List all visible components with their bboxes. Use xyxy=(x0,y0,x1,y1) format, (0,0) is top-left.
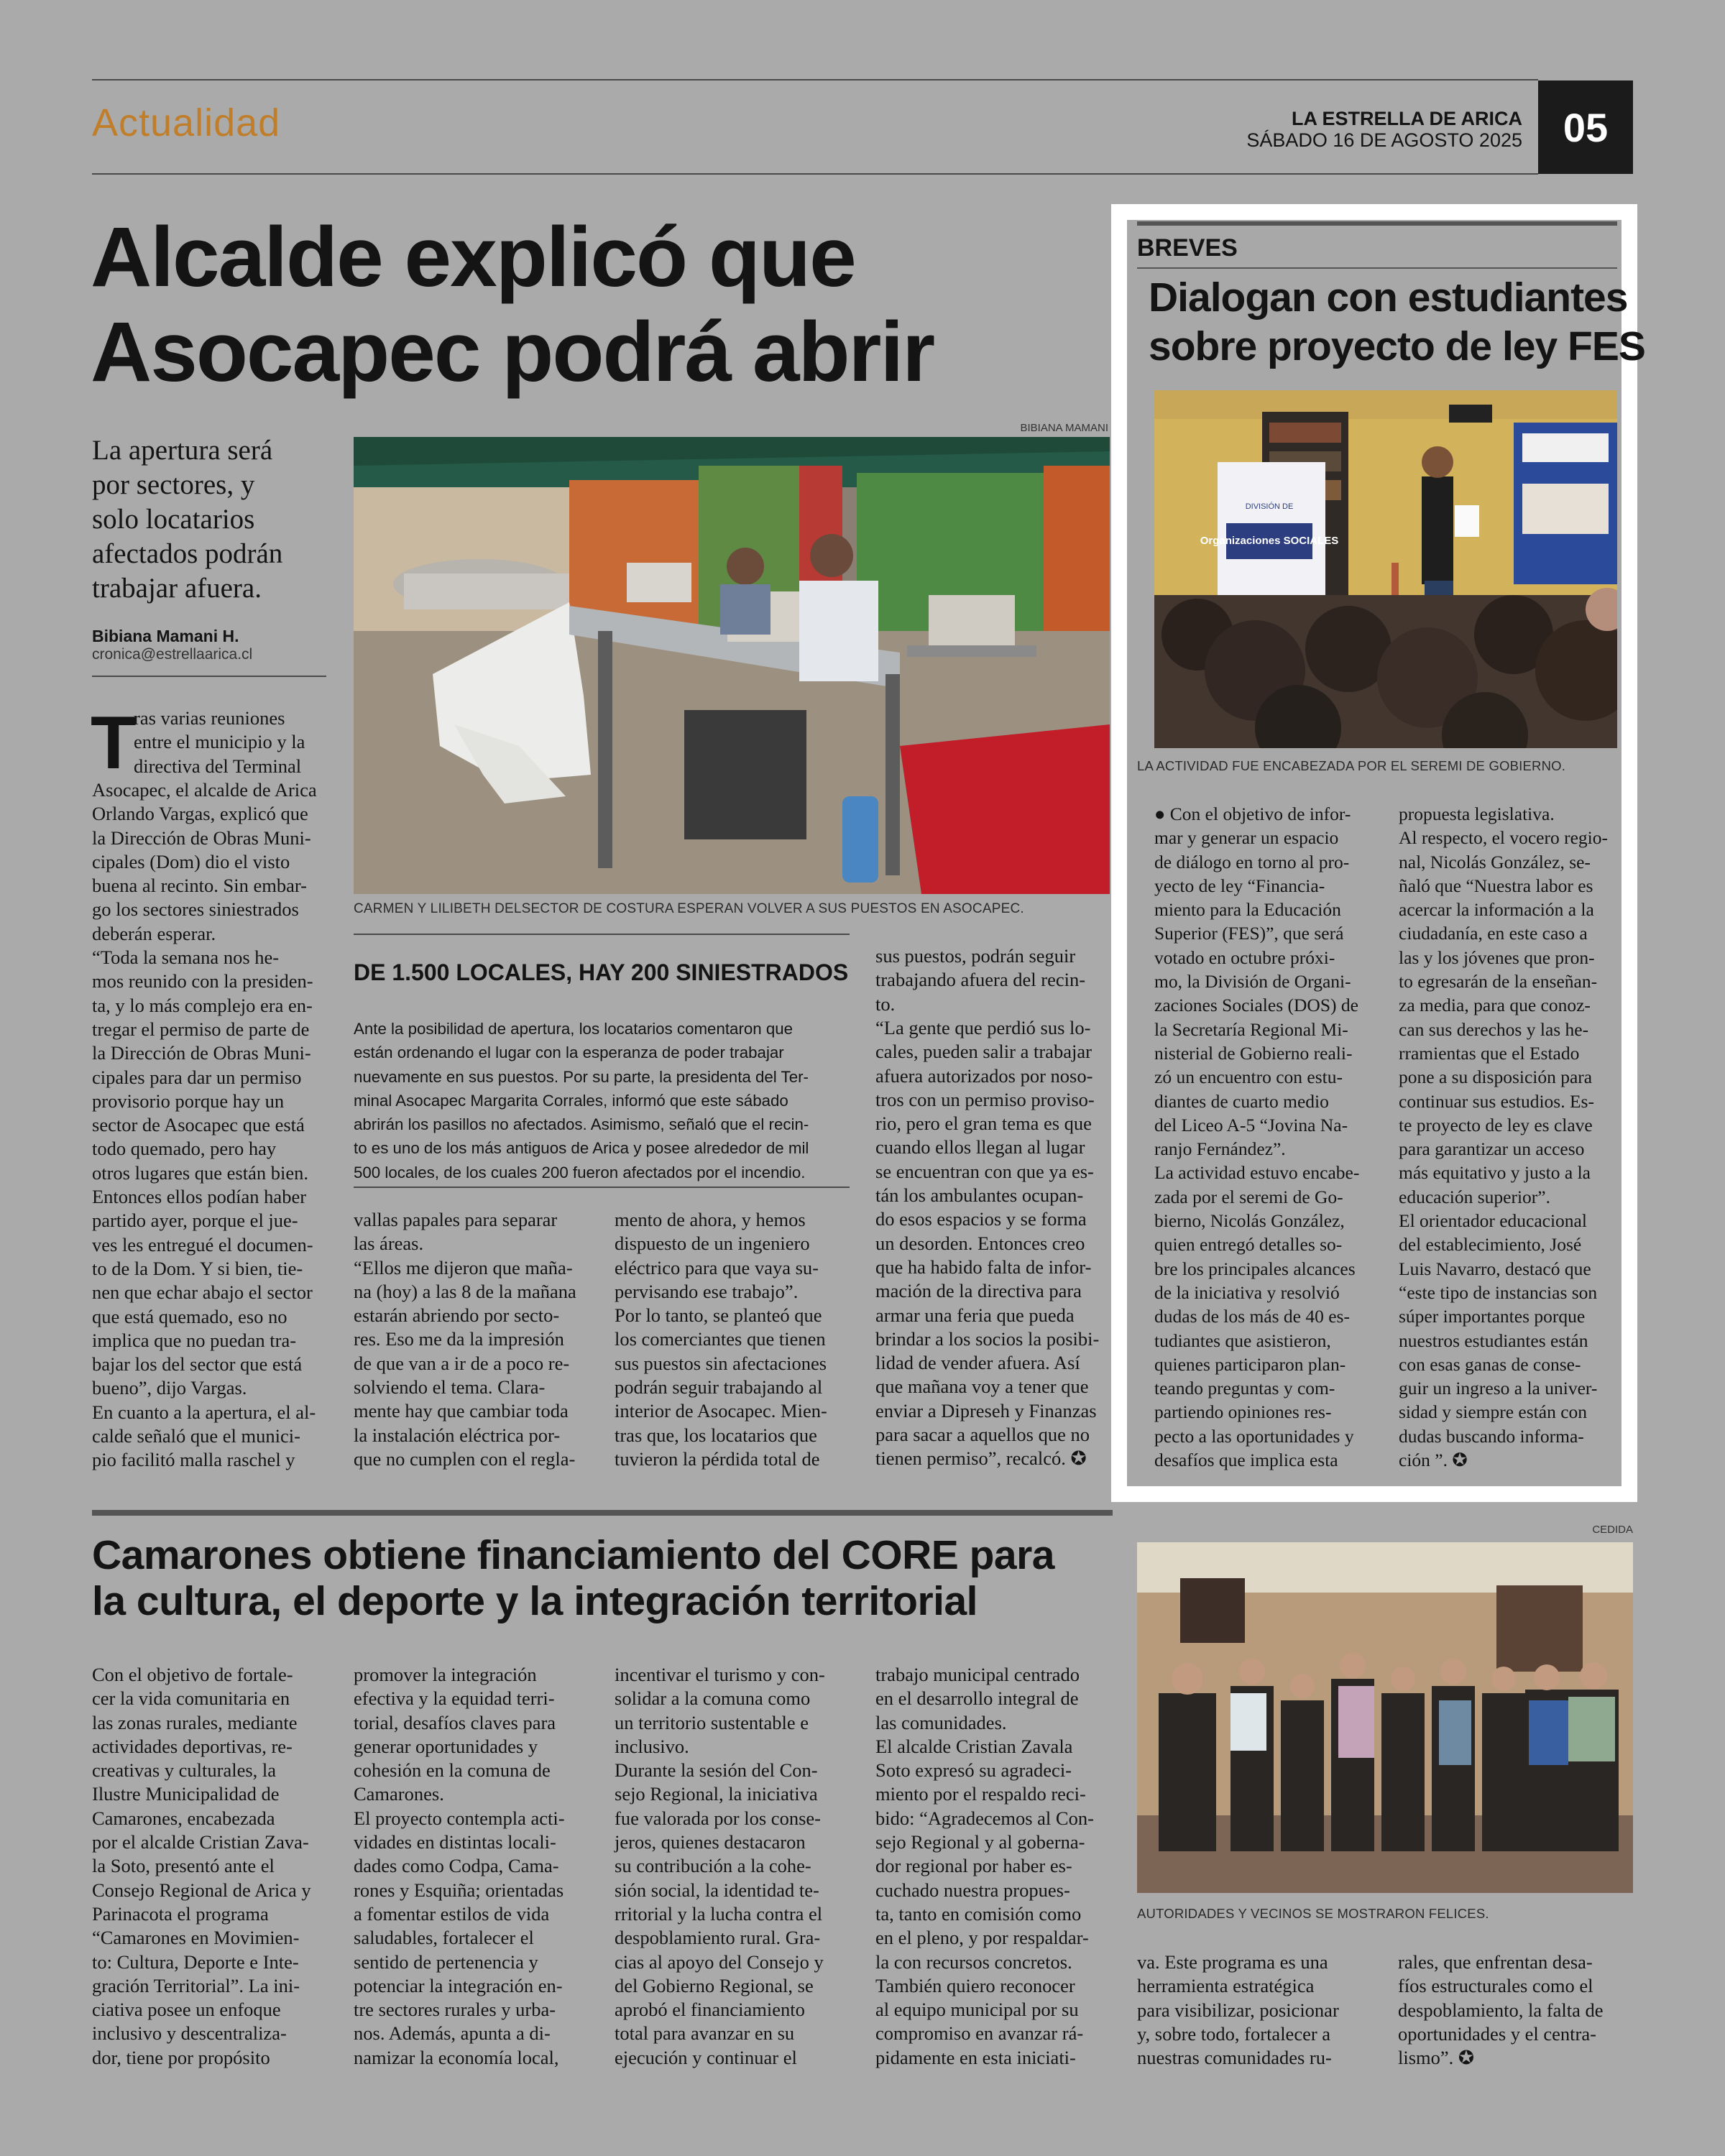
banner-small-text: DIVISIÓN DE xyxy=(1245,502,1294,511)
article2-photo-credit: CEDIDA xyxy=(1592,1524,1633,1536)
newspaper-name: LA ESTRELLA DE ARICA xyxy=(1292,108,1522,129)
article1-col3: mento de ahora, y hemos dispuesto de un ingeniero eléctrico para que vaya su- pervisando ese trabajo”. Por lo tanto, se planteó que los comerciantes que tienen sus puestos sin afectaciones podrán seguir trabajando al interior de Asocapec. Mien- tras que, los locatarios que tuvieron la pérdida total de xyxy=(615,1209,827,1470)
sewing-workshop-illustration xyxy=(354,437,1110,894)
page-number: 05 xyxy=(1538,80,1633,174)
group-photo-illustration xyxy=(1137,1542,1633,1893)
article1-author: Bibiana Mamani H. xyxy=(92,627,239,645)
box-text: Ante la posibilidad de apertura, los locatarios comentaron que están ordenando el lugar con la esperanza de poder trabajar nuevamente en sus puestos. Por su parte, la presidenta del Ter- minal Asocapec Margarita Corrales, informó que este sábado abrirán los pasillos no afectados. Asimismo, señaló que el recin- to es uno de los más antiguos de Arica y posee alrededor de mil 500 locales, de los cuales 200 fueron afectados por el incendio. xyxy=(354,1020,809,1181)
article1-headline-line2: Asocapec podrá abrir xyxy=(91,305,934,400)
header-bottom-rule xyxy=(92,173,1538,175)
article1-col4: “La gente que perdió sus lo- cales, pueden salir a trabajar afuera autorizados por noso- tros con un permiso proviso- rio, pero el gran tema es que cuando ellos llegan al lugar se encuentran con que ya es- tán los ambulantes ocupan- do esos espacios y se forma un desorden. Entonces creo que ha habido falta de infor- mación de la directiva para armar una feria que pueda brindar a los socios la posibi- lidad de vender afuera. Así que mañana voy a tener que enviar a Dipreseh y Finanzas para sacar a aquellos que no tienen permiso”, recalcó. ✪ xyxy=(875,1017,1100,1470)
authorities-photo xyxy=(1137,1542,1633,1893)
breves-headline xyxy=(1149,273,1645,371)
article2-col6: rales, que enfrentan desa- fíos estructurales como el despoblamiento, la falta de oportunidades y el centra- lismo”. ✪ xyxy=(1398,1951,1604,2069)
article1-email: cronica@estrellaarica.cl xyxy=(92,646,253,663)
article2-col5: va. Este programa es una herramienta estratégica para visibilizar, posicionar y, sobre todo, fortalecer a nuestras comunidades ru- xyxy=(1137,1951,1339,2069)
article2-col4: trabajo municipal centrado en el desarrollo integral de las comunidades. El alcalde Cristian Zavala Soto expresó su agradeci- miento por el respaldo reci- bido: “Agradecemos al Con- sejo Regional y al goberna- dor regional por haber es- cuchado nuestra propues- ta, tanto en comisión como en el pleno, y por respaldar- la con recursos concretos. También quiero reconocer al equipo municipal por su compromiso en avanzar rá- pidamente en esta iniciati- xyxy=(875,1664,1094,2068)
section-label: Actualidad xyxy=(92,101,281,144)
breves-label-rule xyxy=(1137,267,1617,269)
article1-headline xyxy=(91,210,934,400)
article2-col1: Con el objetivo de fortale- cer la vida comunitaria en las zonas rurales, mediante actividades deportivas, re- creativas y culturales, la Ilustre Municipalidad de Camarones, encabezada por el alcalde Cristian Zava- la Soto, presentó ante el Consejo Regional de Arica y Parinacota el programa “Camarones en Movimien- to: Cultura, Deporte e Inte- gración Territorial”. La ini- ciativa posee un enfoque inclusivo y descentraliza- dor, tiene por propósito xyxy=(92,1664,311,2068)
article1-col2: vallas papales para separar las áreas. “Ellos me dijeron que maña- na (hoy) a las 8 de la mañana estarán abriendo por secto- res. Eso me da la impresión de que van a ir de a poco re- solviendo el tema. Clara- mente hay que cambiar toda la instalación eléctrica por- que no cumplen con el regla- xyxy=(354,1209,576,1470)
article1-col1: Asocapec, el alcalde de Arica Orlando Vargas, explicó que la Dirección de Obras Muni- cipales (Dom) dio el visto buena al recinto. Sin embar- go los sectores siniestrados deberán esperar. “Toda la semana nos he- mos reunido con la presiden- ta, y lo más complejo era en- tregar el permiso de parte de la Dirección de Obras Muni- cipales para dar un permiso provisorio porque hay un sector de Asocapec que está todo quemado, pero hay otros lugares que están bien. Entonces ellos podían haber partido ayer, porque el jue- ves les entregué el documen- to de la Dom. Y si bien, tie- nen que echar abajo el sector que está quemado, eso no implica que no puedan tra- bajar los del sector que está bueno”, dijo Vargas. En cuanto a la apertura, el al- calde señaló que el munici- pio facilitó malla raschel y xyxy=(92,779,317,1471)
article2-headline-line2: la cultura, el deporte y la integración territorial xyxy=(92,1578,978,1624)
article1-col1-lead: ras varias reuniones entre el municipio y la directiva del Terminal xyxy=(134,707,305,777)
box-top-rule xyxy=(354,934,850,935)
article2-col3: incentivar el turismo y con- solidar a la comuna como un territorio sustentable e inclusivo. Durante la sesión del Con- sejo Regional, la iniciativa fue valorada por los conse- jeros, quienes destacaron su contribución a la cohe- sión social, la identidad te- rritorial y la lucha contra el despoblamiento rural. Gra- cias al apoyo del Consejo y del Gobierno Regional, se aprobó el financiamiento total para avanzar en su ejecución y continuar el xyxy=(615,1664,825,2068)
breves-photo-caption: LA ACTIVIDAD FUE ENCABEZADA POR EL SEREMI DE GOBIERNO. xyxy=(1137,758,1566,773)
article2-headline xyxy=(92,1532,1054,1624)
article1-col4-top: sus puestos, podrán seguir trabajando afuera del recin- to. xyxy=(875,945,1086,1015)
breves-col2: propuesta legislativa. Al respecto, el vocero regio- nal, Nicolás González, se- ñaló que “Nuestra labor es acercar la información a la ciudadanía, en este caso a las y los jóvenes que pron- to egresarán de la enseñan- za media, para que conoz- can sus derechos y las he- rramientas que el Estado pone a su disposición para continuar sus estudios. Es- te proyecto de ley es clave para garantizar un acceso más equitativo y justo a la educación superior”. El orientador educacional del establecimiento, José Luis Navarro, destacó que “este tipo de instancias son súper importantes porque nuestros estudiantes están con esas ganas de conse- guir un ingreso a la univer- sidad y siempre están con dudas buscando informa- ción ”. ✪ xyxy=(1399,803,1608,1471)
article1-photo-credit: BIBIANA MAMANI xyxy=(1020,422,1108,434)
article1-headline-line1: Alcalde explicó que xyxy=(91,210,855,305)
article2-top-bar xyxy=(92,1510,1113,1516)
banner-big-text: Organizaciones SOCIALES xyxy=(1200,535,1339,547)
box-title: DE 1.500 LOCALES, HAY 200 SINIESTRADOS xyxy=(354,959,849,985)
asocapec-photo xyxy=(354,437,1110,894)
author-rule xyxy=(92,676,326,677)
breves-photo xyxy=(1154,390,1617,748)
dropcap: T xyxy=(91,701,137,785)
article2-col2: promover la integración efectiva y la equidad terri- torial, desafíos claves para generar oportunidades y cohesión en la comuna de Camarones. El proyecto contempla acti- vidades en distintas locali- dades como Codpa, Cama- rones y Esquiña; orientadas a fomentar estilos de vida saludables, fortalecer el sentido de pertenencia y potenciar la integración en- tre sectores rurales y urba- nos. Además, apunta a di- namizar la economía local, xyxy=(354,1664,565,2068)
issue-date: SÁBADO 16 DE AGOSTO 2025 xyxy=(1246,129,1522,151)
article1-photo-caption: CARMEN Y LILIBETH DELSECTOR DE COSTURA ESPERAN VOLVER A SUS PUESTOS EN ASOCAPEC. xyxy=(354,901,1024,916)
breves-col1: ● Con el objetivo de infor- mar y generar un espacio de diálogo en torno al pro- yecto de ley “Financia- miento para la Educación Superior (FES)”, que será votado en octubre próxi- mo, la División de Organi- zaciones Sociales (DOS) de la Secretaría Regional Mi- nisterial de Gobierno reali- zó un encuentro con estu- diantes de cuarto medio del Liceo A-5 “Jovina Na- ranjo Fernández”. La actividad estuvo encabe- zada por el seremi de Go- bierno, Nicolás González, quien entregó detalles so- bre los principales alcances de la iniciativa y resolvió dudas de los más de 40 es- tudiantes que asistieron, quienes participaron plan- teando preguntas y com- partiendo opiniones res- pecto a las oportunidades y desafíos que implica esta xyxy=(1154,803,1360,1471)
breves-headline-line1: Dialogan con estudiantes xyxy=(1149,275,1628,321)
article2-headline-line1: Camarones obtiene financiamiento del CORE para xyxy=(92,1532,1054,1578)
breves-label: BREVES xyxy=(1137,234,1238,262)
breves-headline-line2: sobre proyecto de ley FES xyxy=(1149,323,1645,369)
header-top-rule xyxy=(92,79,1538,80)
article2-photo-caption: AUTORIDADES Y VECINOS SE MOSTRARON FELICES. xyxy=(1137,1906,1489,1921)
breves-top-bar xyxy=(1137,221,1617,226)
article1-deck: La apertura será por sectores, y solo locatarios afectados podrán trabajar afuera. xyxy=(92,435,283,604)
box-bottom-rule xyxy=(354,1187,850,1188)
students-talk-illustration xyxy=(1154,390,1617,748)
